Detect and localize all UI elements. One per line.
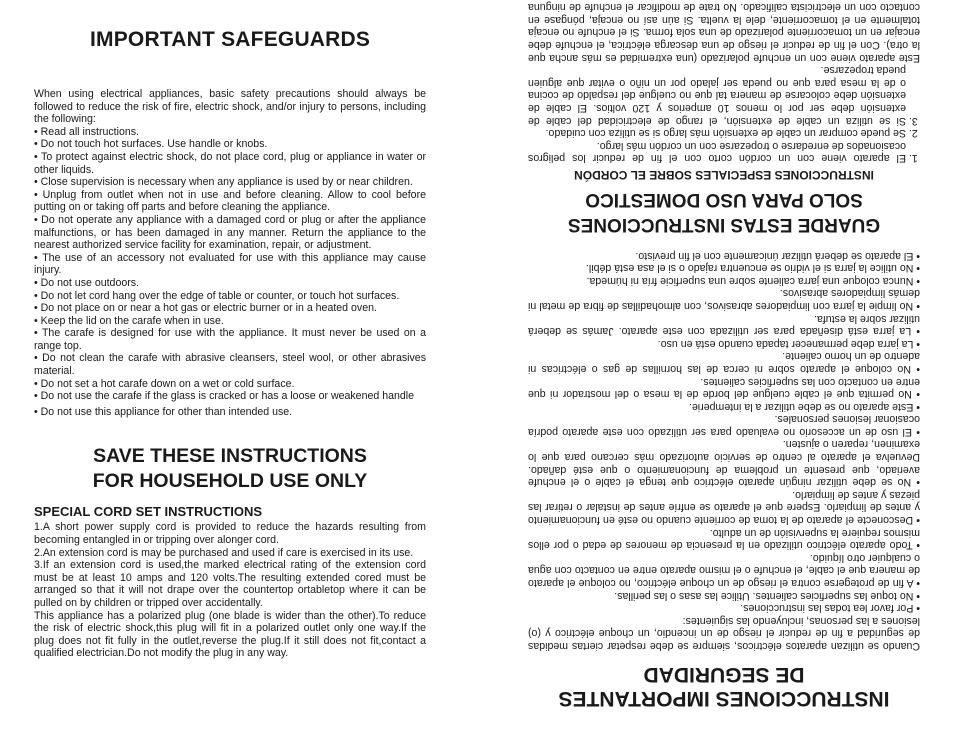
cord-item: 1.A short power supply cord is provided to reduce the hazards resulting from becoming entangled in or tripping over alonger cord. [34,521,426,547]
spanish-bullet-item: • Por favor lea todas las instrucciones. [740,602,920,615]
bullet-item: • Do not use this appliance for other than intended use. [34,405,293,418]
spanish-cord-item: 3. Si se utiliza un cable de extensión, el rango de electricidad del cable de extensión debe ser por lo menos 10 amperios y 120 voltios. El cable de extensión debe colocarse de manera tal que no cuelgue del respaldo de cocina o de la mesa para que no pueda ser jalado por un niño o evitar que alguien pueda tropezarse. [528,64,906,127]
cord-set-list [34,521,426,660]
spanish-save-line2: SOLO PARA USO DOMESTICO [585,189,863,210]
spanish-bullet-item: • Este aparato no se debe utilizar a la intemperie. [688,400,920,413]
intro-paragraph: When using electrical appliances, basic safety precautions should always be followed to reduce the risk of fire, electric shock, and/or injury to persons, including the following: [34,88,426,126]
english-column [34,28,426,660]
bullet-item: • To protect against electric shock, do not place cord, plug or appliance in water or other liquids. [34,150,426,176]
spanish-bullet-item: • No toque las superficies calientes. Utilice las asas o las perillas. [614,589,920,602]
spanish-bullet-item: • Desconecte el aparato de la toma de corriente cuando no esté en funcionamiento y antes de limpiarlo. Espere que el aparato se enfríe antes de instalar o retirar las piezas y antes de limpiarlo. [528,488,920,527]
bullet-item: • Do not use outdoors. [34,276,140,289]
spanish-intro-paragraph: Cuando se utilizan aparatos eléctricos, siempre se debe respetar ciertas medidas de seguridad a fin de reducir el riesgo de un incendio, un choque eléctrico y (o) lesiones a las personas, incluyendo las siguientes: [528,614,920,652]
save-instructions-heading [34,444,426,494]
cord-set-title: SPECIAL CORD SET INSTRUCTIONS [34,504,263,520]
spanish-title [528,662,920,710]
bullet-item: • Do not clean the carafe with abrasive cleansers, steel wool, or other abrasives material. [34,352,426,378]
spanish-bullet-item: • No limpie la jarra con limpiadores abrasivos, con almohadillas de fibra de metal ni demás limpiadores abrasivos. [528,287,920,312]
spanish-title-line1: INSTRUCCIONES IMPORTANTES [558,687,890,710]
spanish-column-upside-down [528,1,920,710]
english-intro-section [34,88,426,418]
spanish-bullet-item: • No se debe utilizar ningún aparato eléctrico que tenga el cable o el enchufe averiado, que presente un problema de funcionamiento o que esté dañado. Devuelva el aparato al centro de servicio autorizado más cercano para que lo examinen, reparen o ajusten. [528,438,920,489]
bullet-item: • Keep the lid on the carafe when in use. [34,314,224,327]
bullet-item: • Do not place on or near a hot gas or electric burner or in a heated oven. [34,302,377,315]
spanish-cord-title: INSTRUCCIONES ESPECIALES SOBRE EL CORDÓN [574,168,874,182]
bullet-item: • Unplug from outlet when not in use and before cleaning. Allow to cool before putting on or taking off parts and before cleaning the appliance. [34,188,426,214]
spanish-title-line2: DE SEGURIDAD [643,663,805,686]
safeguards-title: IMPORTANT SAFEGUARDS [90,28,371,51]
cord-item: 3.If an extension cord is used,the marked electrical rating of the extension cord must be at least 10 amps and 120 volts.The resulting extended cored must be arranged so that it will not drape over the countertop ortabletop where it can be pulled on by children or tripped over accidentally. [34,559,426,609]
spanish-cord-item: 1. El aparato viene con un cordón corto con el fin de reducir los peligros ocasionados de enredarse o tropezarse con un cordón más largo. [528,139,906,164]
spanish-bullet-item: • La jarra debe permanecer tapada cuando está en uso. [657,337,920,350]
bullet-item: • Do not touch hot surfaces. Use handle or knobs. [34,138,268,151]
spanish-bullet-item: • No coloque el aparato sobre ni cerca de las hornillas de gas o eléctricas ni adentro de un horno caliente. [528,350,920,375]
spanish-bullet-item: • No permita que el cable cuelgue del borde de la mesa o del mostrador ni que entre en contacto con las superficies calientes. [528,375,920,401]
spanish-bullet-item: • No utilice la jarra si el vidrio se encuentra rajado o si el asa está débil. [585,262,920,275]
bullet-item: • The carafe is designed for use with the appliance. It must never be used on a range top. [34,327,426,352]
bullet-item: • Do not set a hot carafe down on a wet or cold surface. [34,377,295,390]
bullet-item: • Do not let cord hang over the edge of table or counter, or touch hot surfaces. [34,289,400,302]
polarized-plug-note: This appliance has a polarized plug (one blade is wider than the other).To reduce the risk of electric shock,this plug will fit in a polarized outlet only one way.If the plug does not fit fully in the outlet,reverse the plug.If it still does not fit,contact a qualified electrician.Do not modify the plug in any way. [34,609,426,660]
spanish-bullet-item: • La jarra está diseñada para ser utilizada con este aparato. Jamás se deberá utilizar sobre la estufa. [528,312,920,338]
bullet-item: • Do not use the carafe if the glass is cracked or has a loose or weakened handle [34,390,415,403]
spanish-save-line1: GUARDE ESTAS INSTRUCCIONES [567,214,881,235]
save-heading-line1: SAVE THESE INSTRUCTIONS [93,445,367,468]
spanish-intro-section [528,249,920,652]
spanish-cord-item: 2. Se puede comprar un cable de extensión más largo si se utiliza con cuidado. [528,127,906,140]
bullet-item: • The use of an accessory not evaluated for use with this appliance may cause injury. [34,251,426,277]
cord-item: 2.An extension cord is may be purchased and used if care is exercised in its use. [34,546,414,559]
bullet-item: • Read all instructions. [34,125,139,138]
bullet-item: • Do not operate any appliance with a damaged cord or plug or after the appliance malfunctions, or has been damaged in any manner. Return the appliance to the nearest authorized service facility for examination, repair, or adjustment. [34,213,426,252]
bullet-item: • Close supervision is necessary when any appliance is used by or near children. [34,176,413,189]
spanish-bullet-item: • Nunca coloque una jarra caliente sobre una superficie fría ni húmeda. [586,274,920,287]
spanish-bullet-item: • El aparato se deberá utilizar únicamente con el fin previsto. [635,249,920,262]
save-heading-line2: FOR HOUSEHOLD USE ONLY [92,470,368,493]
spanish-bullet-item: • A fin de protegerse contra el riesgo de un choque eléctrico, no coloque el aparato de manera que el cable, el enchufe o el mismo aparato entre en contacto con agua o cualquier otro líquido. [528,551,920,590]
spanish-bullet-item: • Todo aparato eléctrico utilizado en la presencia de menores de edad o por ellos mismos requiere la supervisión de un adulto. [528,526,920,552]
spanish-cord-list [528,64,920,165]
spanish-polarized-note: Este aparato viene con un enchufe polarizado (una extremidad es más ancha que la otra). Con el fin de reducir el riesgo de una descarga eléctrica, el enchufe debe encajar en un tomacorriente polarizado de una sola forma. Si el enchufe no encaja totalmente en el tomacorriente, dele la vuelta. Si aún así no encaja, póngase en contacto con un electricista calificado. No trate de modificar el enchufe de ninguna [528,1,920,64]
spanish-save-heading [528,187,920,237]
spanish-bullet-item: • El uso de un accesorio no evaluado para ser utilizado con este aparato podría ocasionar lesiones personales. [528,413,920,438]
